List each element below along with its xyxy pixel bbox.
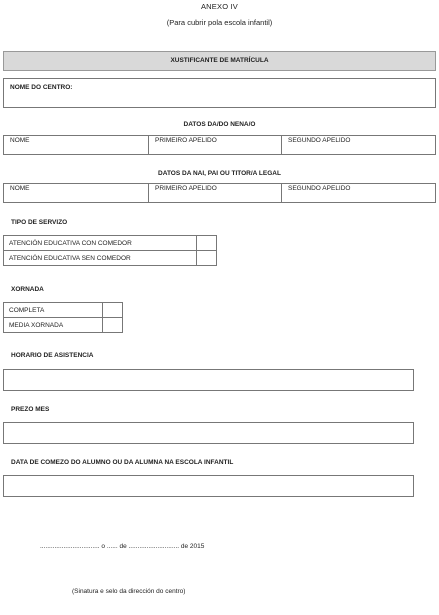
attendance-section-title: HORARIO DE ASISTENCIA [11,352,94,359]
annex-subtitle: (Para cubrir pola escola infantil) [166,18,273,27]
start-date-input-box[interactable] [3,475,414,497]
form-banner: XUSTIFICANTE DE MATRÍCULA [3,51,436,71]
service-options-table [3,235,217,266]
child-second-surname-field[interactable]: SEGUNDO APELIDO [288,137,351,144]
schedule-option-label: MEDIA XORNADA [4,318,103,333]
guardian-first-surname-field[interactable]: PRIMEIRO APELIDO [149,184,282,202]
schedule-option-row [4,318,123,333]
schedule-checkbox[interactable] [103,318,123,333]
schedule-option-row [4,303,123,318]
child-name-field[interactable]: NOME [4,136,149,154]
annex-title: ANEXO IV [200,2,239,11]
signature-date-line: ................................. o ...... de ............................ de 2015 [40,543,205,550]
service-option-row [4,251,217,266]
attendance-input-box[interactable] [3,369,414,391]
child-fields-row [3,135,436,155]
signature-caption: (Sinatura e selo da dirección do centro) [72,588,186,595]
service-option-row [4,236,217,251]
schedule-option-label: COMPLETA [4,303,103,318]
guardian-fields-row [3,183,436,203]
guardian-name-field[interactable]: NOME [4,184,149,202]
price-section-title: PREZO MES [11,406,50,413]
child-first-surname-field[interactable]: PRIMEIRO APELIDO [149,136,282,154]
start-date-section-title: DATA DE COMEZO DO ALUMNO OU DA ALUMNA NA ESCOLA INFANTIL [11,459,234,466]
service-option-label: ATENCIÓN EDUCATIVA SEN COMEDOR [4,251,197,266]
schedule-options-table [3,302,123,333]
center-name-label: NOME DO CENTRO: [10,84,73,91]
price-input-box[interactable] [3,422,414,444]
service-checkbox[interactable] [197,236,217,251]
service-option-label: ATENCIÓN EDUCATIVA CON COMEDOR [4,236,197,251]
schedule-checkbox[interactable] [103,303,123,318]
service-section-title: TIPO DE SERVIZO [11,219,68,226]
guardian-section-title: DATOS DA NAI, PAI OU TITOR/A LEGAL [158,170,281,177]
center-name-box[interactable] [3,78,436,108]
child-section-title: DATOS DA/DO NENA/O [183,121,256,128]
schedule-section-title: XORNADA [11,286,44,293]
guardian-second-surname-field[interactable]: SEGUNDO APELIDO [288,185,351,192]
service-checkbox[interactable] [197,251,217,266]
